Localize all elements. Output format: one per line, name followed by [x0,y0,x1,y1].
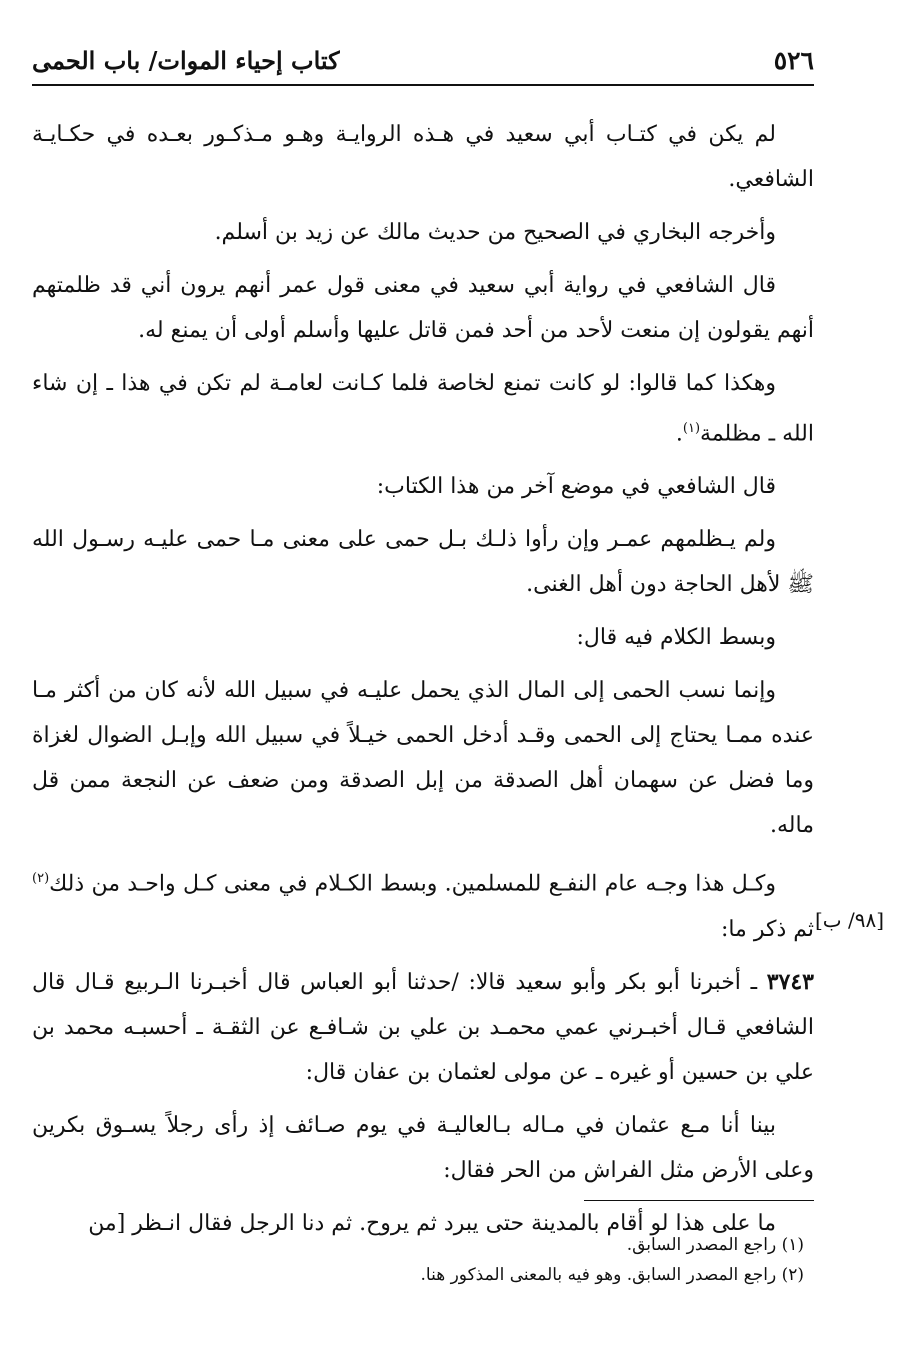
paragraph [32,1103,814,1193]
paragraph [32,210,814,255]
paragraph [32,263,814,353]
hadith-paragraph [32,960,814,1095]
footnote-number: (١) [781,1235,804,1255]
paragraph [32,517,814,607]
paragraph-text: ـ أخبرنا أبو بكر وأبو سعيد قالا: /حدثنا أبو العباس قال أخبـرنا الـربيع قـال قال الشافعي قـال أخبـرني عمي محمـد بن علي بن شـافـع عن الثقـة ـ أحسبـه محمد بن علي بن حسين أو غيره ـ عن مولى لعثمان بن عفان قال: [32,969,814,1085]
hadith-number: ٣٧٤٣ [766,968,814,995]
main-text [32,112,814,1254]
footnote-separator [584,1200,814,1201]
paragraph-text: وإنما نسب الحمى إلى المال الذي يحمل عليـه في سبيل الله لأنه كان من أكثر مـا عنده ممـا يحتاج إلى الحمى وقـد أدخل الحمى خيـلاً في سبيل الله وإبـل الضوال لغزاة وما فضل عن سهمان أهل الصدقة من إبل الصدقة ومن ضعف عن النجعة ممن قل ماله. [32,678,814,839]
footnote-ref[interactable]: (٢) [32,871,50,887]
paragraph [32,856,814,951]
paragraph-text: ولم يـظلمهم عمـر وإن رأوا ذلـك بـل حمى على معنى مـا حمى عليـه رسـول الله ﷺ لأهل الحاجة دون أهل الغنى. [32,527,814,598]
paragraph-text: وكـل هذا وجـه عام النفـع للمسلمين. وبسط الكـلام في معنى كـل واحـد من ذلك [49,871,776,897]
paragraph-text: وهكذا كما قالوا: لو كانت تمنع لخاصة فلما كـانت لعامـة لم تكن في هذا ـ إن شاء الله ـ مظلمة [32,371,814,447]
paragraph-text: وأخرجه البخاري في الصحيح من حديث مالك عن زيد بن أسلم. [214,220,776,245]
footnotes [32,1230,804,1290]
footnote-text: راجع المصدر السابق. وهو فيه بالمعنى المذكور هنا. [420,1265,782,1285]
footnote [32,1260,804,1290]
paragraph-text: بينا أنا مـع عثمان في مـاله بـالعاليـة في يوم صـائف إذ رأى رجلاً يسـوق بكرين وعلى الأرض مثل الفراش من الحر فقال: [32,1112,814,1183]
footnote [32,1230,804,1260]
paragraph-tail: . [675,421,683,447]
paragraph-tail: ثم ذكر ما: [720,916,814,942]
paragraph-text: قال الشافعي في رواية أبي سعيد في معنى قول عمر أنهم يرون أني قد ظلمتهم أنهم يقولون إن منعت لأحد من أحد فمن قاتل عليها وأسلم أولى أن يمنع له. [32,273,814,343]
header-rule [32,84,814,86]
footnote-ref[interactable]: (١) [682,421,701,436]
paragraph [32,112,814,202]
paragraph [32,615,814,660]
footnote-text: راجع المصدر السابق. [626,1235,782,1255]
running-title: كتاب إحياء الموات/ باب الحمى [32,46,340,75]
footnote-number: (٢) [781,1265,804,1285]
page-number: ٥٢٦ [773,46,814,75]
paragraph [32,361,814,456]
paragraph-text: قال الشافعي في موضع آخر من هذا الكتاب: [376,474,776,500]
page-header [32,40,814,86]
paragraph [32,668,814,848]
manuscript-folio-note: [٩٨/ ب] [814,908,884,932]
paragraph [32,464,814,509]
paragraph-text: ما على هذا لو أقام بالمدينة حتى يبرد ثم يروح. ثم دنا الرجل فقال انـظر [من [88,1210,776,1236]
paragraph-text: لم يكن في كتـاب أبي سعيد في هـذه الروايـة وهـو مـذكـور بعـده في حكـايـة الشافعي. [32,122,814,192]
paragraph-text: وبسط الكلام فيه قال: [576,625,776,651]
